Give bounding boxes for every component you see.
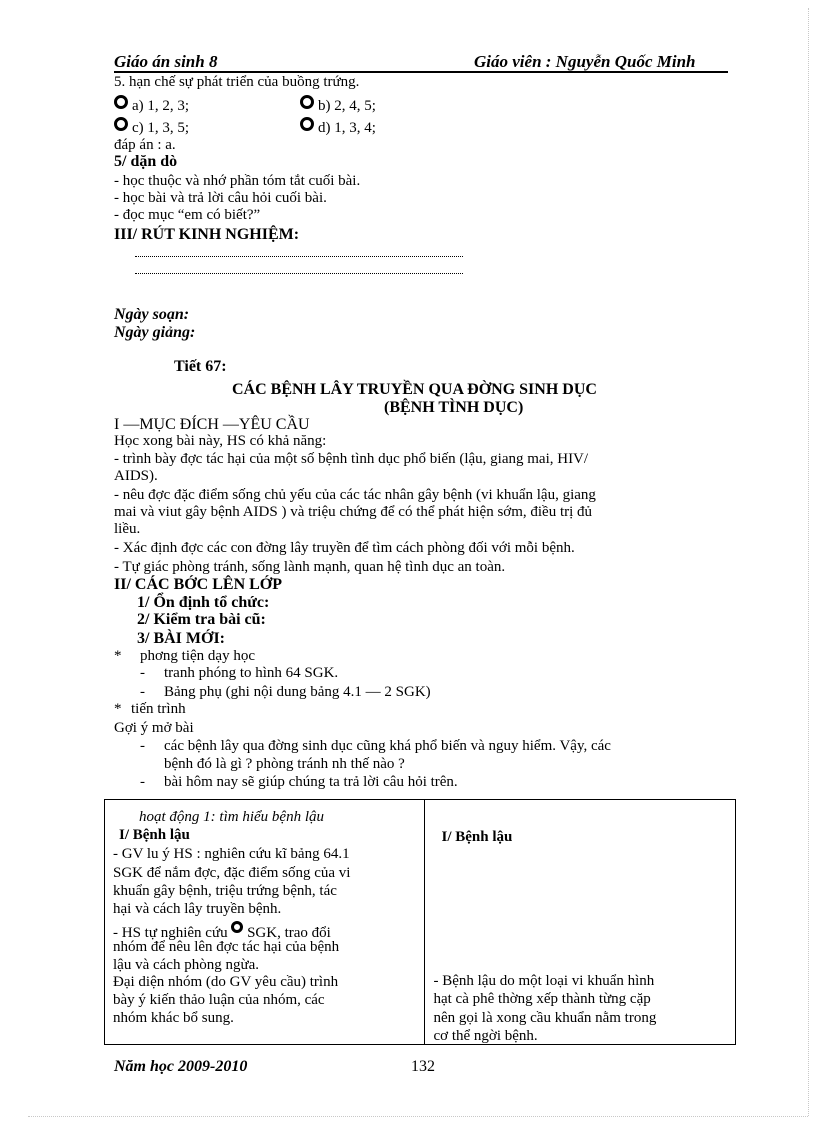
section1-heading: I —MỤC ĐÍCH —YÊU CẦU bbox=[114, 416, 310, 433]
activity-title: hoạt động 1: tìm hiểu bệnh lậu bbox=[139, 809, 324, 825]
page-edge-right bbox=[808, 8, 809, 1116]
prep-date: Ngày soạn: bbox=[114, 306, 190, 323]
means-item: - tranh phóng to hình 64 SGK. bbox=[140, 665, 339, 681]
quiz-option-b: b) 2, 4, 5; bbox=[300, 95, 376, 114]
content-column bbox=[425, 800, 736, 1045]
section2-heading: II/ CÁC BỚC LÊN LỚP bbox=[114, 576, 283, 593]
objective-line: mai và viut gây bệnh AIDS ) và triệu chứng để có thể phát hiện sớm, điều trị đủ bbox=[114, 504, 593, 520]
means-heading: * phơng tiện dạy học bbox=[114, 648, 255, 664]
right-section-heading: I/ Bệnh lậu bbox=[441, 829, 513, 845]
dotted-line bbox=[135, 273, 463, 274]
objective-line: - trình bày đợc tác hại của một số bệnh tình dục phổ biến (lậu, giang mai, HIV/ bbox=[114, 451, 589, 467]
hs-line: - HS tự nghiên cứu SGK, trao đổi bbox=[113, 921, 331, 941]
objective-line: - Tự giác phòng tránh, sống lành mạnh, quan hệ tình dục an toàn. bbox=[114, 559, 506, 575]
header-right: Giáo viên : Nguyễn Quốc Minh bbox=[474, 52, 696, 71]
process-heading: * tiến trình bbox=[114, 701, 186, 717]
teach-date: Ngày giảng: bbox=[114, 324, 196, 341]
footer-year: Năm học 2009-2010 bbox=[114, 1058, 248, 1075]
homework-heading: 5/ dặn dò bbox=[114, 153, 178, 170]
objective-line: - Xác định đợc các con đờng lây truyền để tìm cách phòng đối với mỗi bệnh. bbox=[114, 540, 575, 556]
quiz-option-a: a) 1, 2, 3; bbox=[114, 95, 189, 114]
objective-line: - nêu đợc đặc điểm sống chủ yếu của các tác nhân gây bệnh (vi khuẩn lậu, giang bbox=[114, 487, 596, 503]
quiz-answer: đáp án : a. bbox=[114, 137, 176, 153]
gv-line: - GV lu ý HS : nghiên cứu kĩ bảng 64.1 bbox=[113, 846, 350, 862]
gv-line: SGK để nắm đợc, đặc điểm sống của vi bbox=[113, 865, 351, 881]
quiz-option-c: c) 1, 3, 5; bbox=[114, 117, 189, 136]
page-edge-bottom bbox=[28, 1116, 808, 1117]
content-line: - Bệnh lậu do một loại vi khuẩn hình bbox=[433, 973, 655, 989]
group-line: bày ý kiến thảo luận của nhóm, các bbox=[113, 992, 325, 1008]
option-circle-icon bbox=[300, 95, 314, 109]
opening-item-cont: bệnh đó là gì ? phòng tránh nh thế nào ? bbox=[164, 756, 405, 772]
group-line: Đại diện nhóm (do GV yêu cầu) trình bbox=[113, 974, 339, 990]
hs-line: lậu và cách phòng ngừa. bbox=[113, 957, 259, 973]
opening-heading: Gợi ý mở bài bbox=[114, 720, 194, 736]
gv-line: khuẩn gây bệnh, triệu trứng bệnh, tác bbox=[113, 883, 337, 899]
homework-item: - đọc mục “em có biết?” bbox=[114, 207, 261, 223]
dotted-line bbox=[135, 256, 463, 257]
lesson-number: Tiết 67: bbox=[174, 358, 227, 375]
step-item: 1/ Ổn định tổ chức: bbox=[137, 594, 270, 611]
section-circle-icon bbox=[231, 921, 243, 933]
page-number: 132 bbox=[411, 1058, 435, 1075]
lesson-subtitle: (BỆNH TÌNH DỤC) bbox=[384, 399, 524, 416]
step-item: 2/ Kiểm tra bài cũ: bbox=[137, 611, 266, 628]
homework-item: - học thuộc và nhớ phần tóm tắt cuối bài. bbox=[114, 173, 361, 189]
group-line: nhóm khác bổ sung. bbox=[113, 1010, 234, 1026]
option-circle-icon bbox=[114, 117, 128, 131]
opening-item: - bài hôm nay sẽ giúp chúng ta trả lời câu hỏi trên. bbox=[140, 774, 458, 790]
content-line: hạt cà phê thờng xếp thành từng cặp bbox=[433, 991, 651, 1007]
activity-table bbox=[104, 799, 736, 1045]
homework-item: - học bài và trả lời câu hỏi cuối bài. bbox=[114, 190, 327, 206]
teacher-student-column bbox=[105, 800, 425, 1045]
opening-item: - các bệnh lây qua đờng sinh dục cũng khá phổ biến và nguy hiểm. Vậy, các bbox=[140, 738, 611, 754]
means-item: - Bảng phụ (ghi nội dung bảng 4.1 — 2 SGK) bbox=[140, 684, 431, 700]
option-circle-icon bbox=[300, 117, 314, 131]
content-line: nên gọi là xong cầu khuẩn nằm trong bbox=[433, 1010, 657, 1026]
quiz-item-5: 5. hạn chế sự phát triển của buồng trứng. bbox=[114, 74, 360, 90]
step-item: 3/ BÀI MỚI: bbox=[137, 630, 225, 647]
header-left: Giáo án sinh 8 bbox=[114, 52, 218, 71]
section1-intro: Học xong bài này, HS có khả năng: bbox=[114, 433, 327, 449]
content-line: cơ thể ngời bệnh. bbox=[433, 1028, 538, 1044]
hs-line: nhóm để nêu lên đợc tác hại của bệnh bbox=[113, 939, 340, 955]
objective-line: AIDS). bbox=[114, 468, 158, 484]
objective-line: liều. bbox=[114, 521, 141, 537]
experience-heading: III/ RÚT KINH NGHIỆM: bbox=[114, 226, 300, 243]
quiz-option-d: d) 1, 3, 4; bbox=[300, 117, 376, 136]
header-rule bbox=[114, 71, 728, 73]
option-circle-icon bbox=[114, 95, 128, 109]
gv-line: hại và cách lây truyền bệnh. bbox=[113, 901, 282, 917]
left-section-heading: I/ Bệnh lậu bbox=[119, 827, 190, 843]
lesson-title: CÁC BỆNH LÂY TRUYỀN QUA ĐỜNG SINH DỤC bbox=[232, 381, 597, 398]
